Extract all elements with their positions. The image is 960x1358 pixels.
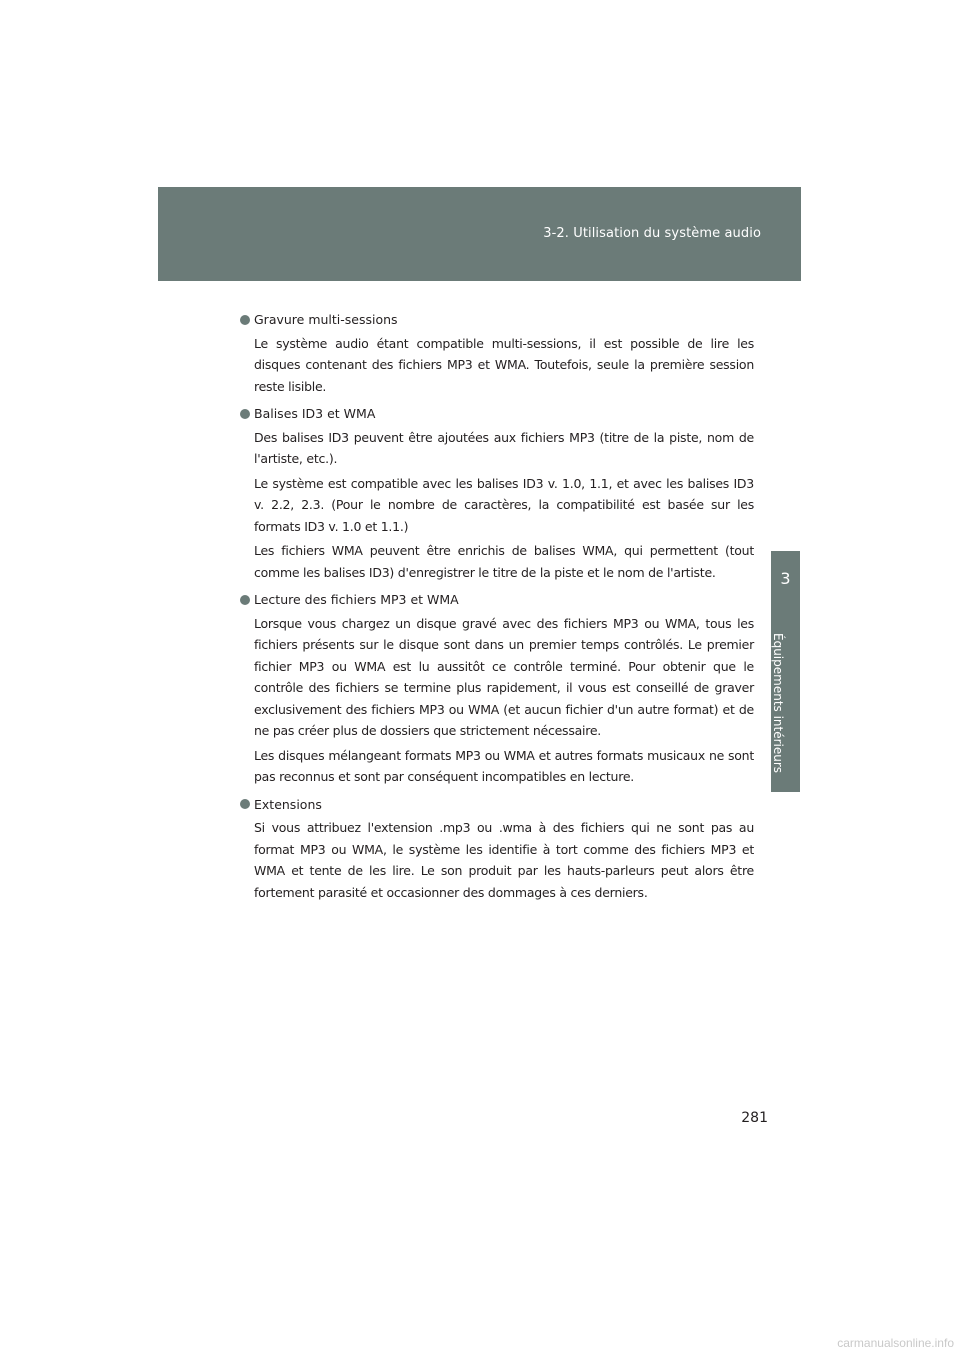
paragraph: Le système audio étant compatible multi-sessions, il est possible de lire les disques contenant des fichiers MP3 et WMA. Toutefois, seule la première session reste lisible. [254,335,754,394]
item-title: Extensions [254,796,322,812]
paragraph: Le système est compatible avec les balises ID3 v. 1.0, 1.1, et avec les balises ID3 v. 2.2, 2.3. (Pour le nombre de caractères, la compatibilité est basée sur les formats ID3 v. 1.0 et 1.1.) [254,475,754,534]
chapter-number: 3 [780,569,791,588]
header-band [158,187,801,281]
item-lecture [240,589,754,788]
item-title: Balises ID3 et WMA [254,406,376,421]
bullet-icon [240,409,250,419]
section-title: 3-2. Utilisation du système audio [543,226,761,241]
bullet-icon [240,595,250,605]
bullet-icon [240,315,250,325]
paragraph: Des balises ID3 peuvent être ajoutées aux fichiers MP3 (titre de la piste, nom de l'artiste, etc.). [254,429,754,466]
item-title: Gravure multi-sessions [254,312,398,327]
item-title: Lecture des fichiers MP3 et WMA [254,592,459,607]
content [240,309,754,909]
page-number: 281 [741,1110,768,1126]
paragraph: Les fichiers WMA peuvent être enrichis de balises WMA, qui permettent (tout comme les balises ID3) d'enregistrer le titre de la piste et le nom de l'artiste. [254,543,754,580]
item-extensions [240,794,754,904]
paragraph: Les disques mélangeant formats MP3 ou WMA et autres formats musicaux ne sont pas reconnus et sont par conséquent incompatibles en lecture. [254,747,754,784]
paragraph: Si vous attribuez l'extension .mp3 ou .wma à des fichiers qui ne sont pas au format MP3 ou WMA, le système les identifie à tort comme des fichiers MP3 et WMA et tente de les lire. Le son produit par les hauts-parleurs peut alors être fortement parasité et occasionner des dommages à ces derniers. [254,820,754,900]
chapter-label: Équipements intérieurs [771,633,785,774]
paragraph: Lorsque vous chargez un disque gravé avec des fichiers MP3 ou WMA, tous les fichiers présents sur le disque sont dans un premier temps contrôlés. Le premier fichier MP3 ou WMA est lu aussitôt ce contrôle terminé. Pour obtenir que le contrôle des fichiers se termine plus rapidement, il vous est conseillé de graver exclusivement des fichiers MP3 ou WMA (et aucun fichier d'un autre format) et de ne pas créer plus de dossiers que strictement nécessaire. [254,615,754,738]
bullet-icon [240,799,250,809]
chapter-tab [771,551,800,792]
item-multi-sessions [240,309,754,397]
item-balises [240,403,754,583]
watermark: carmanualsonline.info [837,1336,954,1350]
